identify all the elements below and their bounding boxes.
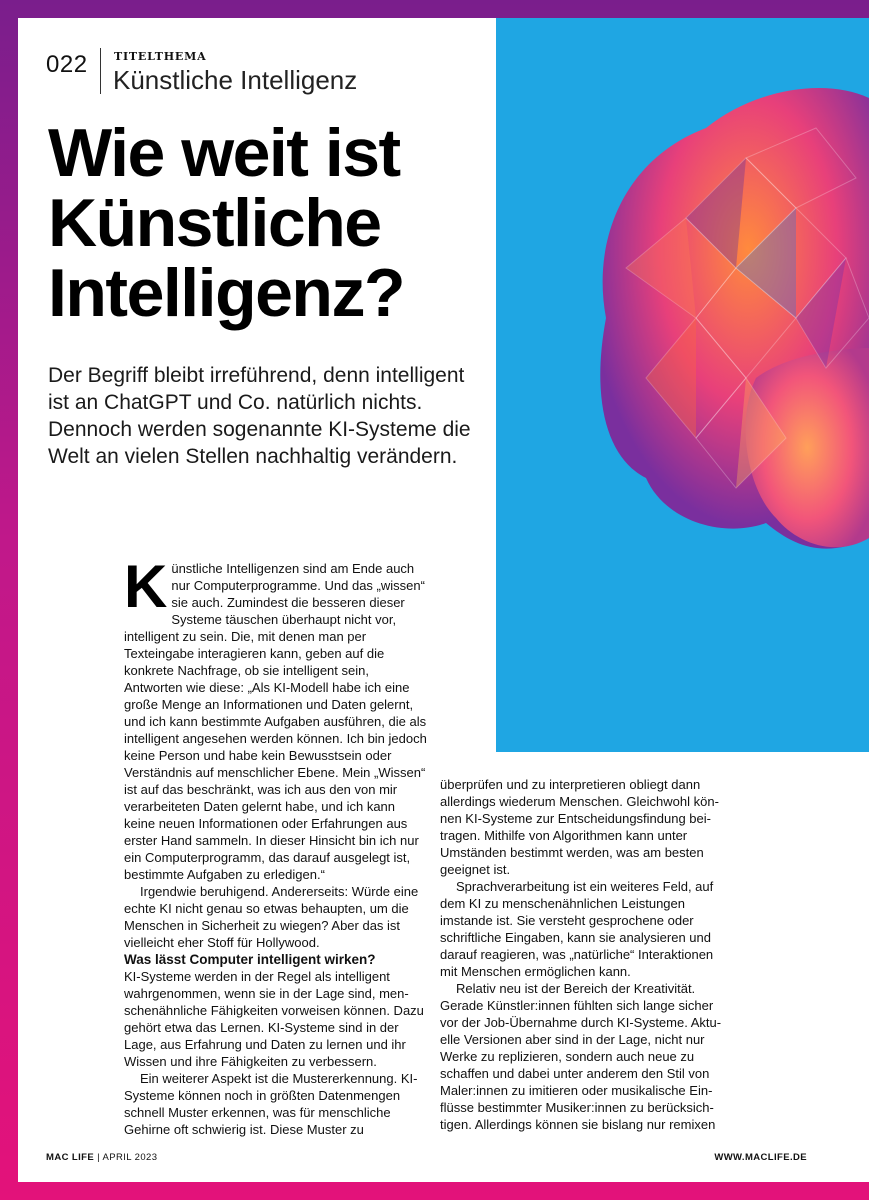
- dropcap: K: [124, 553, 168, 620]
- footer-url[interactable]: WWW.MACLIFE.DE: [714, 1152, 807, 1163]
- paragraph: Irgendwie beruhigend. Andererseits: Würde eine echte KI nicht genau so etwas behaupten, um die Menschen in Sicherheit zu wiegen? Aber das ist vielleicht eher Stoff für Hollywood.: [124, 884, 419, 950]
- article-lead: Der Begriff bleibt irreführend, denn intelligent ist an ChatGPT und Co. natürlich nichts. Dennoch werden sogenannte KI-Systeme die Welt an vielen Stellen nachhaltig verändern.: [48, 364, 471, 468]
- subheading: Was lässt Computer intelligent wirken?: [124, 952, 376, 967]
- rubric-label: TITELTHEMA: [114, 50, 207, 63]
- paragraph: KI-Systeme werden in der Regel als intelligent wahrgenommen, wenn sie in der Lage sind, menschenähnliche Fähigkeiten vorweisen können. Dazu gehört etwa das Lernen. KI-Systeme sind in der Lage, aus Erfahrung und Daten zu lernen und ihr Wissen und ihre Fähigkeiten zu verbessern.: [124, 969, 424, 1069]
- text-column-1: [124, 553, 429, 1138]
- text-column-2: [440, 776, 732, 1133]
- paragraph: überprüfen und zu interpretieren obliegt dann allerdings wiederum Menschen. Gleichwohl können KI-Systeme zur Entscheidungsfindung beitragen. Mithilfe von Algorithmen kann unter Umständen bestimmt werden, was am besten geeignet ist.: [440, 777, 719, 877]
- paragraph: Sprachverarbeitung ist ein weiteres Feld, auf dem KI zu menschenähnlichen Leistungen imstande ist. Sie versteht gesprochene oder schriftliche Eingaben, kann sie analysieren und darauf reagieren, was „natürliche“ Interaktionen mit Menschen ermöglichen kann.: [440, 879, 714, 979]
- issue-date: APRIL 2023: [102, 1152, 158, 1163]
- paragraph-text: ünstliche Intelligenzen sind am Ende auch nur Computerprogramme. Und das „wissen“ sie auch. Zumindest die besseren dieser Systeme täuschen überhaupt nicht vor, intelligent zu sein. Die, mit denen man per Texteingabe interagieren kann, geben auf die konkrete Nachfrage, ob sie intelligent sein, Antworten wie diese: „Als KI-Modell habe ich eine große Menge an Informationen und Daten gelernt, und ich kann bestimmte Aufgaben ausführen, die als intelligent angesehen werden können. Ich bin jedoch keine Person und habe kein Bewusstsein oder Verständnis auf menschlicher Ebene. Mein „Wissen“ ist auf das beschränkt, was ich aus den von mir verarbeiteten Daten gelernt habe, und ich kann keine neuen Informationen oder Erfahrungen aus erster Hand sammeln. In dieser Hinsicht bin ich nur ein Computerprogramm, das darauf ausgelegt ist, bestimmte Aufgaben zu erledigen.“: [124, 561, 427, 882]
- paragraph: Ein weiterer Aspekt ist die Mustererkennung. KI-Systeme können noch in größten Datenmengen schnell Muster erkennen, was für menschliche Gehirne oft schwierig ist. Diese Muster zu: [124, 1071, 418, 1137]
- section-title: Künstliche Intelligenz: [113, 65, 358, 95]
- header-divider: [100, 48, 101, 94]
- paragraph: Relativ neu ist der Bereich der Kreativität. Gerade Künstler:innen fühlten sich lange sicher vor der Job-Übernahme durch KI-Systeme. Aktuelle Versionen aber sind in der Lage, nicht nur Werke zu replizieren, sondern auch neue zu schaffen und dabei unter anderem den Stil von Maler:innen zu imitieren oder musikalische Einflüsse bestimmter Musiker:innen zu berücksichtigen. Allerdings können sie bislang nur remixen: [440, 981, 722, 1132]
- low-poly-brain-icon: [496, 18, 869, 752]
- footer-separator: |: [94, 1152, 103, 1163]
- magazine-name: MAC LIFE: [46, 1152, 95, 1163]
- magazine-page: [18, 18, 869, 1182]
- article-headline: Wie weit ist Künstliche Intelligenz?: [48, 115, 404, 331]
- hero-image: [496, 18, 869, 752]
- paragraph: [124, 553, 429, 883]
- footer-issue: [46, 1152, 157, 1163]
- page-number: 022: [46, 51, 88, 78]
